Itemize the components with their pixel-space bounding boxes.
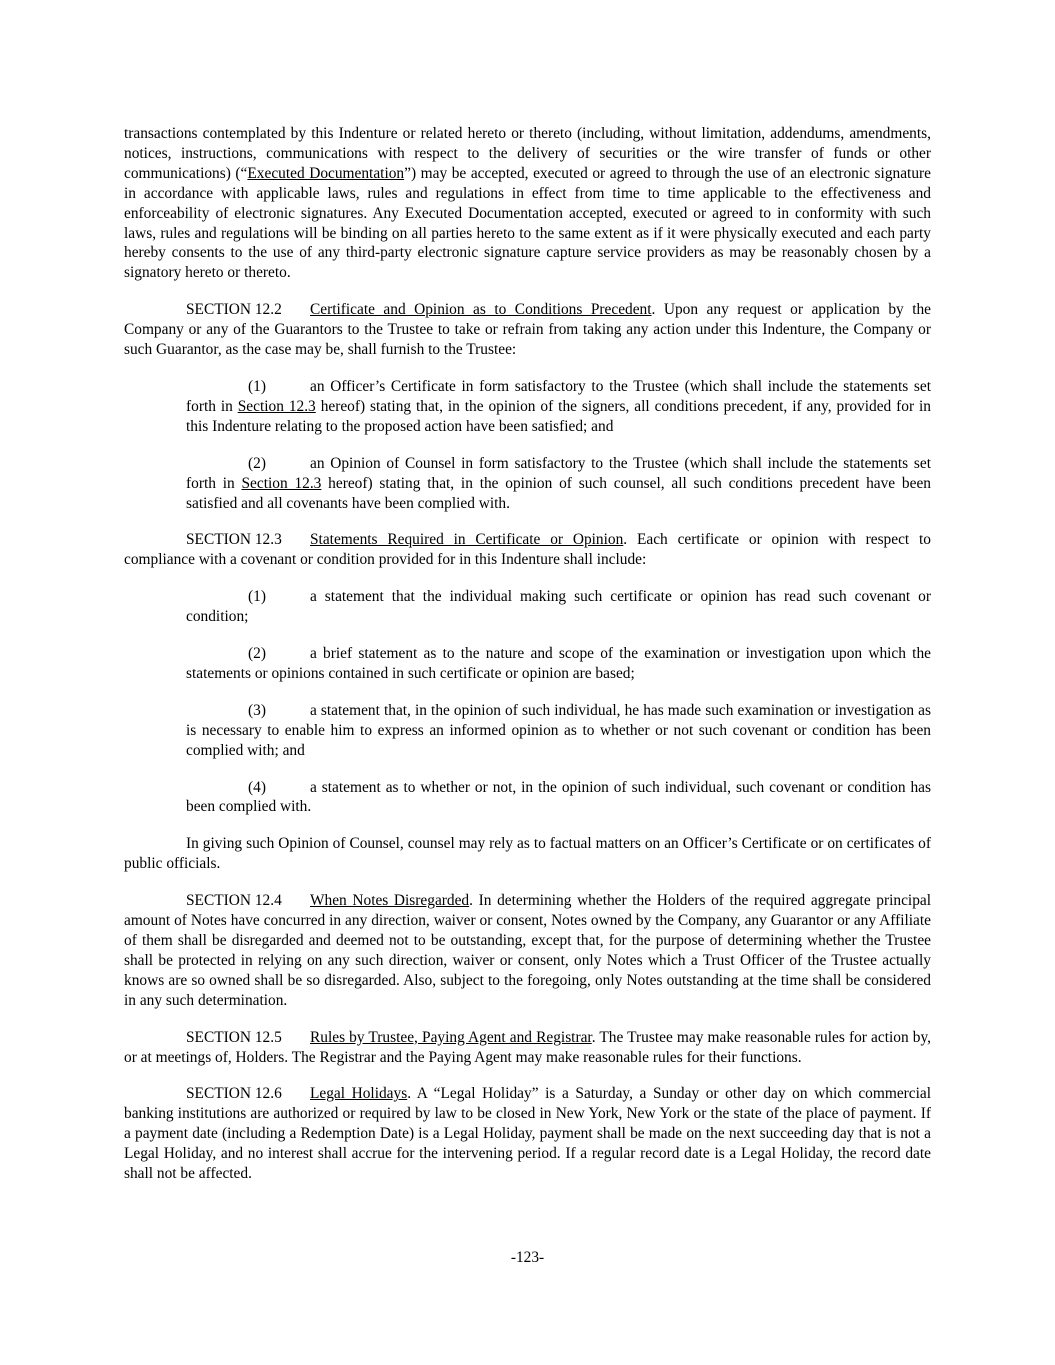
intro-paragraph: transactions contemplated by this Indenture or related hereto or thereto (including, without limitation, addendums, amendments, notices, instructions, communications with respect to the delivery of securities or the wire transfer of funds or other communications) (“Executed Documentation”) may be accepted, executed or agreed to through the use of an electronic signature in accordance with applicable laws, rules and regulations in effect from time to time applicable to the effectiveness and enforceability of electronic signatures. Any Executed Documentation accepted, executed or agreed to in conformity with such laws, rules and regulations will be binding on all parties hereto to the same extent as if it were physically executed and each party hereby consents to the use of any third-party electronic signature capture service providers as may be reasonably chosen by a signatory hereto or thereto. <box>124 125 931 282</box>
section-number: SECTION 12.2 <box>186 301 282 319</box>
list-item: (2) an Opinion of Counsel in form satisfactory to the Trustee (which shall include the statements set forth in Section 12.3 hereof) stating that, in the opinion of such counsel, all such conditions precedent have been satisfied and all covenants have been complied with. <box>186 454 931 512</box>
section-title: Rules by Trustee, Paying Agent and Registrar <box>310 1028 592 1046</box>
item-number: (3) <box>248 701 266 719</box>
section-12-3-closing: In giving such Opinion of Counsel, counsel may rely as to factual matters on an Officer’s Certificate or on certificates of public officials. <box>124 835 931 873</box>
section-12-5: SECTION 12.5 Rules by Trustee, Paying Agent and Registrar. The Trustee may make reasonable rules for action by, or at meetings of, Holders. The Registrar and the Paying Agent may make reasonable rules for their functions. <box>124 1028 932 1066</box>
list-item: (3) a statement that, in the opinion of such individual, he has made such examination or investigation as is necessary to enable him to express an informed opinion as to whether or not such covenant or condition has been complied with; and <box>186 701 931 759</box>
section-reference: Section 12.3 <box>241 474 322 492</box>
section-number: SECTION 12.4 <box>186 892 282 910</box>
section-title: Legal Holidays <box>310 1085 408 1103</box>
defined-term-executed-documentation: Executed Documentation <box>247 164 405 182</box>
item-number: (1) <box>248 377 266 395</box>
section-title: When Notes Disregarded <box>310 892 470 910</box>
section-number: SECTION 12.3 <box>186 531 282 549</box>
section-12-3: SECTION 12.3 Statements Required in Certificate or Opinion. Each certificate or opinion with respect to compliance with a covenant or condition provided for in this Indenture shall include: <box>124 531 931 569</box>
list-item: (1) a statement that the individual making such certificate or opinion has read such covenant or condition; <box>186 588 931 626</box>
document-page <box>124 124 931 1201</box>
page-number: -123- <box>510 1249 545 1266</box>
item-number: (1) <box>248 588 266 606</box>
section-12-4: SECTION 12.4 When Notes Disregarded. In determining whether the Holders of the required aggregate principal amount of Notes have concurred in any direction, waiver or consent, Notes owned by the Company, any Guarantor or any Affiliate of them shall be disregarded and deemed not to be outstanding, except that, for the purpose of determining whether the Trustee shall be protected in relying on any such direction, waiver or consent, only Notes which a Trust Officer of the Trustee actually knows are so owned shall be so disregarded. Also, subject to the foregoing, only Notes outstanding at the time shall be considered in any such determination. <box>124 892 932 1009</box>
section-number: SECTION 12.5 <box>186 1028 282 1046</box>
list-item: (2) a brief statement as to the nature and scope of the examination or investigation upon which the statements or opinions contained in such certificate or opinion are based; <box>186 645 931 682</box>
section-number: SECTION 12.6 <box>186 1085 282 1103</box>
list-item: (4) a statement as to whether or not, in the opinion of such individual, such covenant or condition has been complied with. <box>186 778 931 816</box>
section-reference: Section 12.3 <box>237 397 316 415</box>
section-title: Certificate and Opinion as to Conditions Precedent <box>310 301 652 319</box>
section-title: Statements Required in Certificate or Opinion <box>310 531 624 549</box>
list-item: (1) an Officer’s Certificate in form satisfactory to the Trustee (which shall include the statements set forth in Section 12.3 hereof) stating that, in the opinion of the signers, all conditions precedent, if any, provided for in this Indenture relating to the proposed action have been satisfied; and <box>186 377 931 435</box>
item-number: (4) <box>248 778 266 796</box>
section-12-2: SECTION 12.2 Certificate and Opinion as to Conditions Precedent. Upon any request or application by the Company or any of the Guarantors to the Trustee to take or refrain from taking any action under this Indenture, the Company or such Guarantor, as the case may be, shall furnish to the Trustee: <box>124 301 931 359</box>
section-12-6: SECTION 12.6 Legal Holidays. A “Legal Holiday” is a Saturday, a Sunday or other day on which commercial banking institutions are authorized or required by law to be closed in New York, New York or the state of the place of payment. If a payment date (including a Redemption Date) is a Legal Holiday, payment shall be made on the next succeeding day that is not a Legal Holiday, and no interest shall accrue for the intervening period. If a regular record date is a Legal Holiday, the record date shall not be affected. <box>124 1085 931 1183</box>
item-number: (2) <box>248 645 266 663</box>
item-number: (2) <box>248 454 266 472</box>
